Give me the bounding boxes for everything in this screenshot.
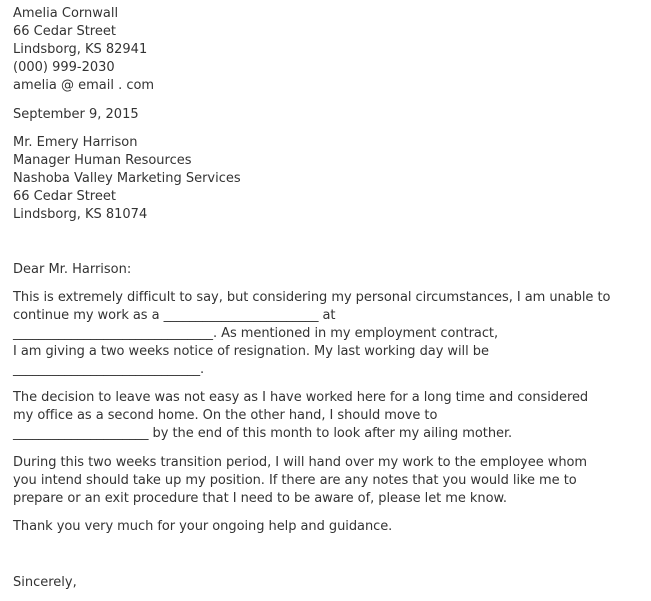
sender-name: Amelia Cornwall [13,6,119,21]
sender-city: Lindsborg, KS 82941 [13,42,148,57]
paragraph-line: continue my work as a ________________________ at [13,308,336,323]
sender-phone: (000) 999-2030 [13,60,115,75]
recipient-name: Mr. Emery Harrison [13,135,138,150]
paragraph-line: you intend should take up my position. If there are any notes that you would like me to [13,473,577,488]
paragraph-line: _____________________________. [13,362,205,377]
body-paragraph-4 [13,518,641,536]
sender-address [13,5,154,95]
closing [13,574,77,592]
body-paragraph-1 [13,289,641,379]
closing-text: Sincerely, [13,575,77,590]
recipient-address [13,134,241,224]
recipient-street: 66 Cedar Street [13,189,116,204]
paragraph-line: Thank you very much for your ongoing help and guidance. [13,519,393,534]
sender-street: 66 Cedar Street [13,24,116,39]
paragraph-line: my office as a second home. On the other hand, I should move to [13,408,438,423]
letter-date [13,106,139,124]
sender-email: amelia @ email . com [13,78,155,93]
body-paragraph-2 [13,389,641,443]
date-text: September 9, 2015 [13,107,139,122]
recipient-company: Nashoba Valley Marketing Services [13,171,241,186]
paragraph-line: This is extremely difficult to say, but considering my personal circumstances, I am unable to [13,290,611,305]
recipient-city: Lindsborg, KS 81074 [13,207,148,222]
paragraph-line: _____________________ by the end of this month to look after my ailing mother. [13,426,513,441]
paragraph-line: prepare or an exit procedure that I need to be aware of, please let me know. [13,491,507,506]
salutation-text: Dear Mr. Harrison: [13,262,132,277]
paragraph-line: The decision to leave was not easy as I have worked here for a long time and considered [13,390,589,405]
recipient-title: Manager Human Resources [13,153,192,168]
paragraph-line: During this two weeks transition period, I will hand over my work to the employee whom [13,455,588,470]
salutation [13,261,131,279]
paragraph-line: _______________________________. As mentioned in my employment contract, [13,326,499,341]
paragraph-line: I am giving a two weeks notice of resignation. My last working day will be [13,344,489,359]
body-paragraph-3 [13,454,641,508]
